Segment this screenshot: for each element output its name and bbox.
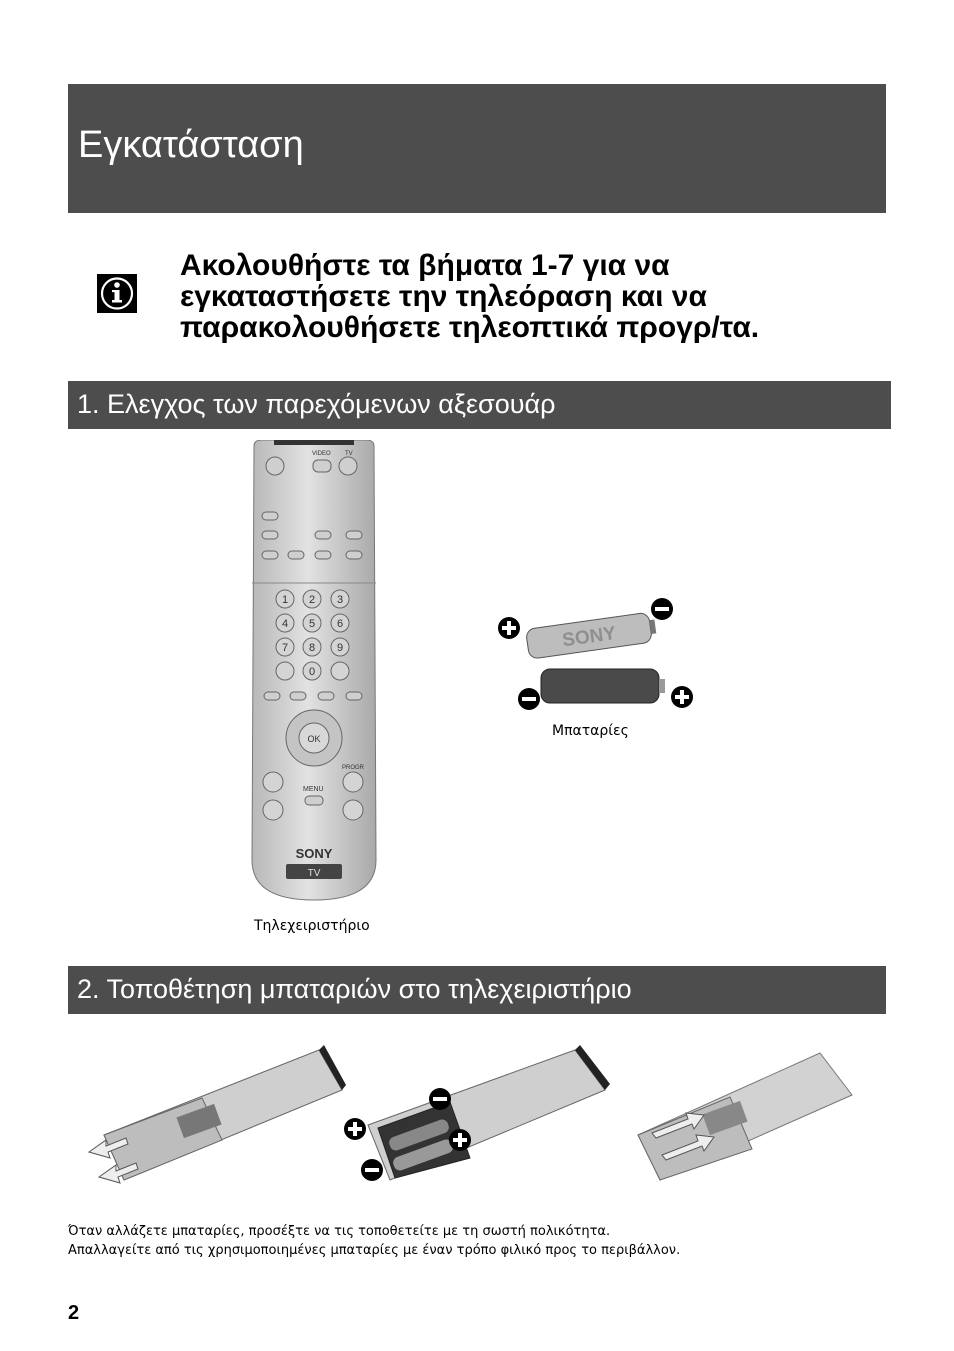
- note-line: Όταν αλλάζετε μπαταρίες, προσέξτε να τις τοποθετείτε με τη σωστή πολικότητα.: [68, 1224, 611, 1239]
- plus-icon: [671, 686, 693, 708]
- intro-text: [180, 250, 900, 343]
- tv-label: TV: [345, 451, 353, 457]
- digit-7: 7: [281, 642, 289, 654]
- digit-1: 1: [281, 594, 289, 606]
- intro-line: Ακολουθήστε τα βήματα 1-7 για να: [180, 249, 670, 282]
- intro-line: παρακολουθήσετε τηλεοπτικά προγρ/τα.: [180, 311, 760, 344]
- remote-caption: Τηλεχειριστήριο: [254, 918, 370, 934]
- digit-0: 0: [308, 666, 316, 678]
- section-2-title: 2. Τοποθέτηση μπαταριών στο τηλεχειριστήριο: [77, 974, 632, 1004]
- digit-4: 4: [281, 618, 289, 630]
- batteries-caption: Μπαταρίες: [552, 723, 629, 739]
- digit-3: 3: [336, 594, 344, 606]
- page-number: 2: [68, 1302, 80, 1324]
- note-line: Απαλλαγείτε από τις χρησιμοποιημένες μπαταρίες με έναν τρόπο φιλικό προς το περιβάλλον.: [68, 1243, 681, 1258]
- sony-logo: SONY: [295, 846, 333, 861]
- battery-notes: [68, 1222, 680, 1260]
- minus-icon: [651, 598, 673, 620]
- remote-control-image: [250, 440, 378, 902]
- progr-label: PROGR: [342, 765, 365, 771]
- plus-icon: [344, 1118, 366, 1140]
- page-title: Εγκατάσταση: [78, 124, 304, 166]
- battery-brand: SONY: [561, 623, 618, 652]
- title-bar: [68, 84, 886, 213]
- digit-6: 6: [336, 618, 344, 630]
- batteries-image: [494, 596, 696, 714]
- ok-label: OK: [307, 734, 321, 744]
- step-close-cover-image: [630, 1045, 860, 1185]
- minus-icon: [429, 1088, 451, 1110]
- tv-badge: TV: [307, 868, 321, 879]
- step-insert-batteries-image: [340, 1040, 610, 1185]
- video-label: VIDEO: [312, 451, 331, 457]
- minus-icon: [361, 1159, 383, 1181]
- intro-line: εγκαταστήσετε την τηλεόραση και να: [180, 280, 707, 313]
- section-1-title: 1. Ελεγχος των παρεχόμενων αξεσουάρ: [77, 389, 556, 419]
- digit-8: 8: [308, 642, 316, 654]
- plus-icon: [498, 617, 520, 639]
- step-open-cover-image: [84, 1040, 346, 1185]
- digit-2: 2: [308, 594, 316, 606]
- section-2-header: [68, 966, 886, 1014]
- digit-5: 5: [308, 618, 316, 630]
- plus-icon: [449, 1129, 471, 1151]
- minus-icon: [518, 688, 540, 710]
- digit-9: 9: [336, 642, 344, 654]
- info-icon: [97, 274, 137, 313]
- menu-label: MENU: [303, 786, 324, 793]
- section-1-header: [68, 381, 891, 429]
